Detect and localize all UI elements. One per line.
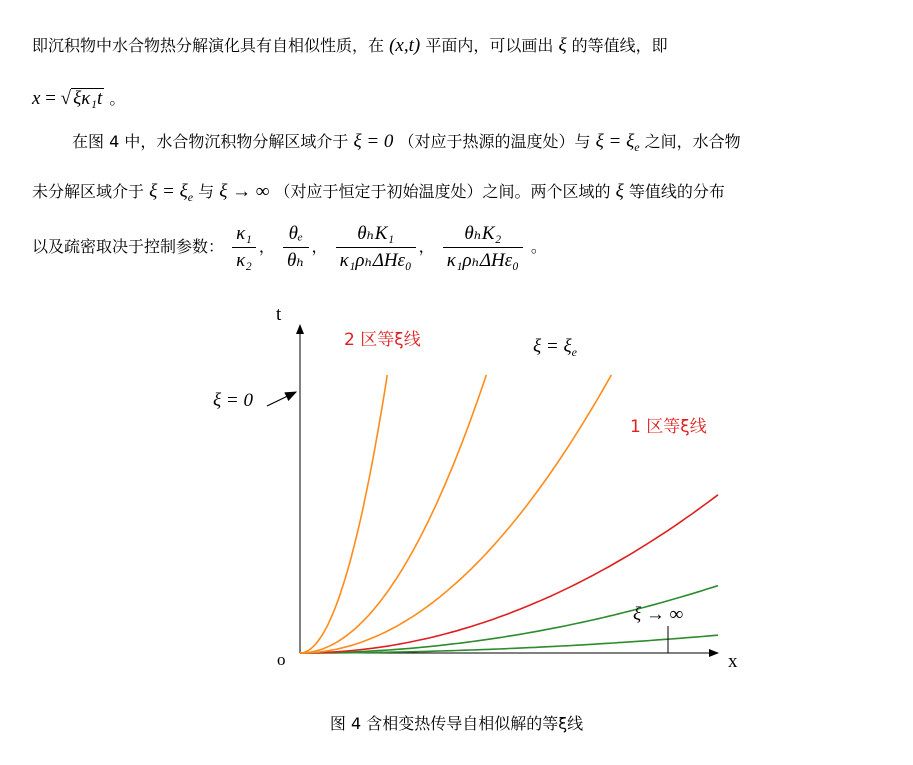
text-segment: 之间，水合物 — [644, 132, 741, 151]
text-segment: 等值线的分布 — [628, 182, 725, 201]
text-segment: 在图 4 中，水合物沉积物分解区域介于 — [72, 132, 349, 151]
math-x: x — [32, 88, 41, 109]
text-segment: 与 — [198, 182, 215, 201]
iso-xi-curve-zone-1 — [300, 375, 486, 653]
paragraph-line-3 — [72, 132, 882, 157]
sqrt-radicand: ξκ₁t — [73, 88, 103, 109]
text-segment: 。 — [104, 89, 126, 108]
label-zone-2: 2 区等ξ线 — [344, 330, 421, 350]
math-xi-eq-xie: $\xi = \xi_e$ — [595, 131, 640, 154]
comma: ， — [258, 237, 275, 256]
math-xt: (x,t) — [389, 35, 421, 56]
math-xi-to-inf: ξ → ∞ — [219, 181, 270, 202]
origin-label: o — [277, 650, 286, 669]
iso-xi-curve-zone-1 — [300, 375, 611, 653]
text-segment: 以及疏密取决于控制参数： — [32, 237, 225, 256]
fraction-theta: $\frac{\text{θₑ}}{\text{θₕ}}$ — [283, 223, 309, 272]
math-equals: = — [40, 88, 61, 109]
math-xi-eq-0: ξ = 0 — [353, 131, 394, 152]
sqrt-sign: √ — [60, 88, 72, 109]
math-xi-eq-xie: $\xi = \xi_e$ — [149, 181, 194, 204]
paragraph-line-4 — [32, 182, 882, 207]
formula-line — [32, 88, 882, 109]
text-segment: （对应于热源的温度处）与 — [398, 132, 591, 151]
label-xi-0: ξ = 0 — [213, 390, 253, 411]
text-segment: 未分解区域介于 — [32, 182, 145, 201]
fraction-k2: $\frac{\text{θₕK₂}}{\text{κ₁ρₕΔHε₀}}$ — [443, 223, 523, 272]
text-segment: （对应于恒定于初始温度处）之间。两个区域的 — [274, 182, 611, 201]
math-xi: ξ — [558, 35, 567, 56]
text-segment: 的等值线，即 — [571, 36, 668, 55]
comma: ， — [418, 237, 435, 256]
paragraph-line-1 — [32, 36, 882, 56]
t-axis-label: t — [276, 304, 282, 325]
fraction-kappa: $\frac{\text{κ₁}}{\text{κ₂}}$ — [232, 223, 256, 272]
label-xi-to-inf: ξ → ∞ — [633, 604, 684, 625]
fraction-k1: $\frac{\text{θₕK₁}}{\text{κ₁ρₕΔHε₀}}$ — [336, 223, 416, 272]
paragraph-line-5 — [32, 222, 882, 272]
text-segment: 平面内，可以画出 — [425, 36, 554, 55]
iso-xi-curve-zone-boundary — [300, 495, 718, 653]
text-segment: 即沉积物中水合物热分解演化具有自相似性质，在 — [32, 36, 385, 55]
label-xi-eq-xie: $\xi = \xi_e$ — [533, 336, 577, 359]
x-axis-label: x — [728, 651, 738, 672]
iso-xi-curve-zone-1 — [300, 375, 387, 653]
figure-caption: 图 4 含相变热传导自相似解的等ξ线 — [329, 714, 584, 733]
math-xi: ξ — [615, 181, 624, 202]
xi-0-pointer — [267, 392, 296, 406]
figure-4-diagram — [0, 290, 913, 690]
text-segment: 。 — [530, 237, 547, 256]
comma: ， — [311, 237, 328, 256]
iso-xi-curve-zone-2 — [300, 635, 718, 653]
label-zone-1: 1 区等ξ线 — [630, 417, 707, 437]
